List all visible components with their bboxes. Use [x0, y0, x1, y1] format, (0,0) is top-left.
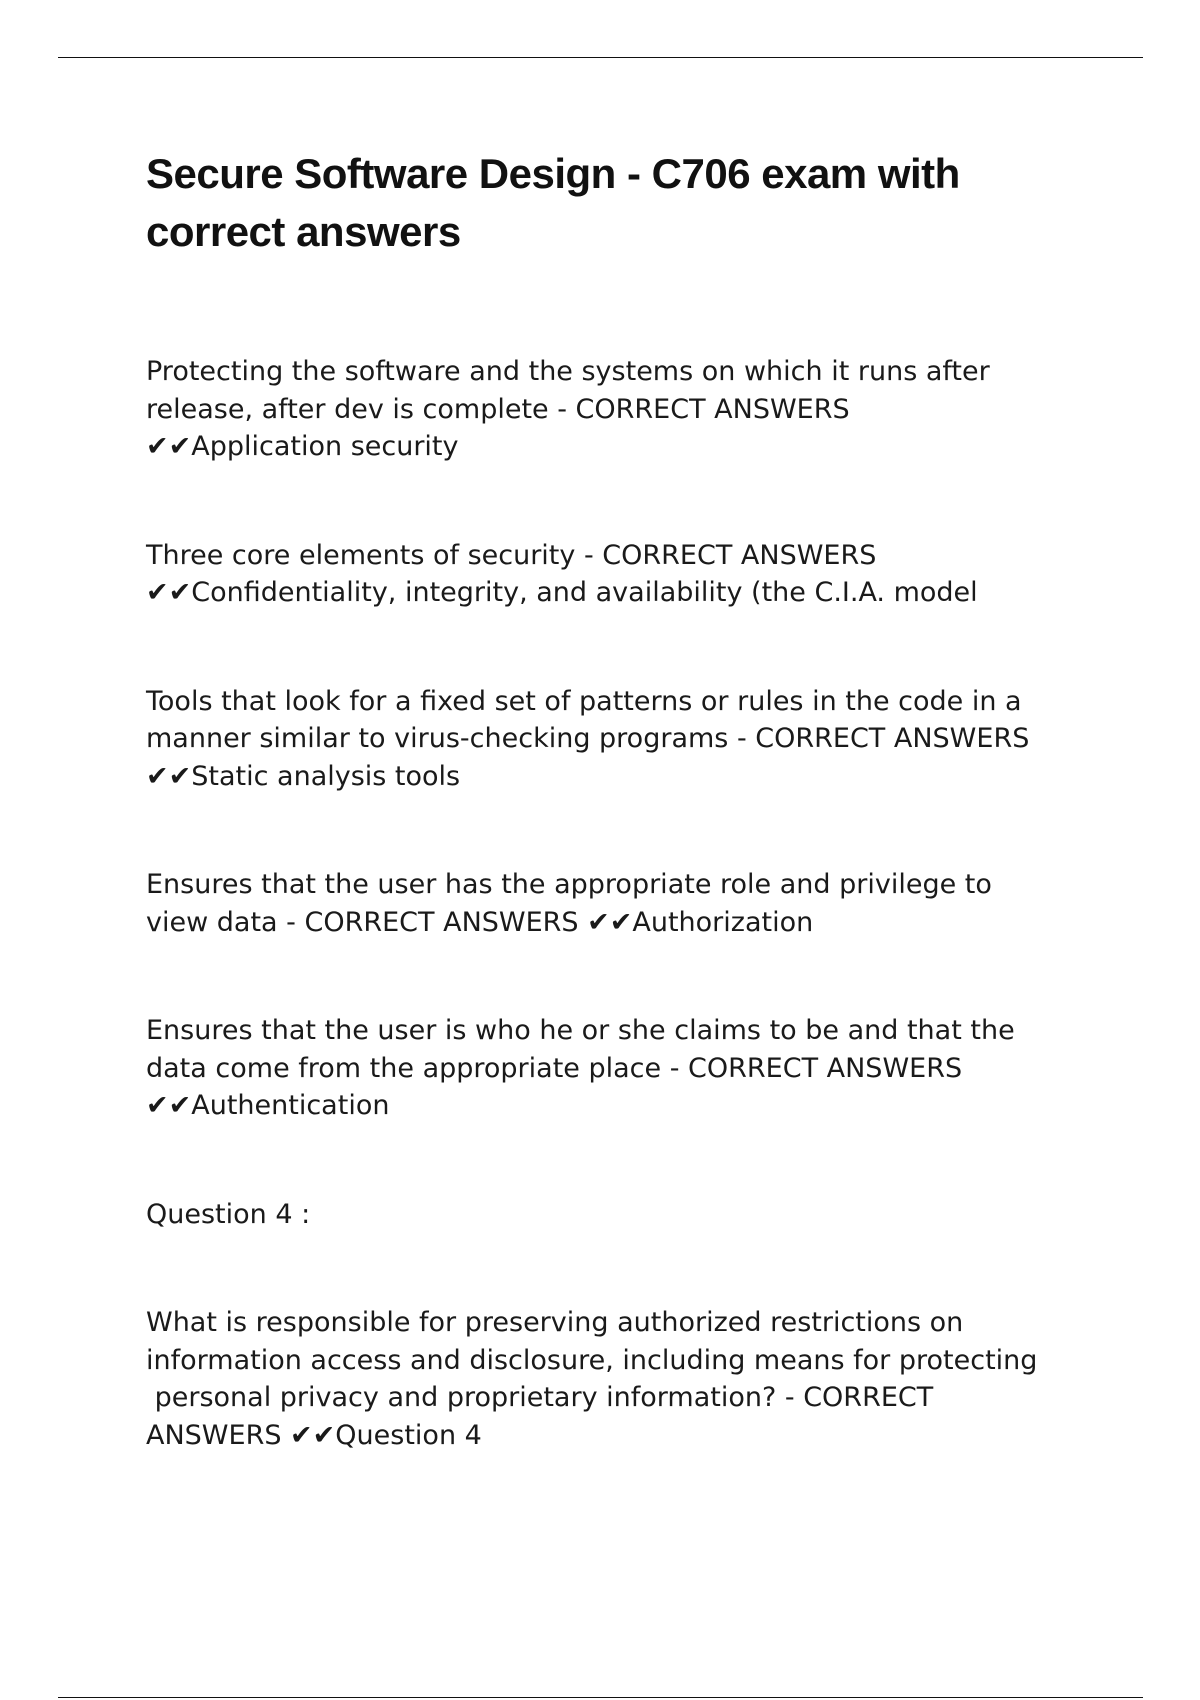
qa-line: Ensures that the user has the appropriate role and privilege to	[146, 869, 992, 900]
document-body	[146, 145, 1096, 1454]
qa-line: Tools that look for a fixed set of patterns or rules in the code in a	[146, 685, 1022, 717]
qa-answer-line: ANSWERS ✔✔Question 4	[146, 1419, 482, 1451]
qa-line: Protecting the software and the systems on which it runs after	[146, 356, 990, 387]
qa-line: Three core elements of security - CORRECT ANSWERS	[146, 539, 877, 571]
qa-answer-line: ✔✔Static analysis tools	[146, 760, 461, 792]
qa-line: information access and disclosure, including means for protecting	[146, 1344, 1038, 1376]
qa-question-label: Question 4 :	[146, 1198, 311, 1230]
qa-line: What is responsible for preserving authorized restrictions on	[146, 1307, 964, 1338]
qa-line: manner similar to virus-checking programs - CORRECT ANSWERS	[146, 723, 1030, 754]
qa-answer-line: view data - CORRECT ANSWERS ✔✔Authorization	[146, 906, 814, 938]
document-title: Secure Software Design - C706 exam with correct answers	[146, 150, 960, 255]
qa-line: personal privacy and proprietary information? - CORRECT	[146, 1382, 934, 1413]
qa-line: release, after dev is complete - CORRECT ANSWERS	[146, 393, 850, 425]
qa-item-6	[146, 1196, 1096, 1234]
qa-item-1	[146, 353, 1096, 466]
qa-answer-line: ✔✔Confidentiality, integrity, and availability (the C.I.A. model	[146, 577, 978, 608]
qa-item-2	[146, 537, 1096, 612]
qa-line: Ensures that the user is who he or she claims to be and that the	[146, 1015, 1015, 1046]
qa-line: data come from the appropriate place - CORRECT ANSWERS	[146, 1052, 963, 1084]
qa-item-3	[146, 683, 1096, 796]
header-rule	[58, 57, 1143, 58]
qa-item-7	[146, 1304, 1096, 1454]
qa-answer-line: ✔✔Application security	[146, 431, 459, 462]
footer-rule	[58, 1697, 1143, 1698]
qa-item-5	[146, 1012, 1096, 1125]
qa-answer-line: ✔✔Authentication	[146, 1090, 390, 1121]
qa-list	[146, 353, 1096, 1454]
qa-item-4	[146, 866, 1096, 941]
